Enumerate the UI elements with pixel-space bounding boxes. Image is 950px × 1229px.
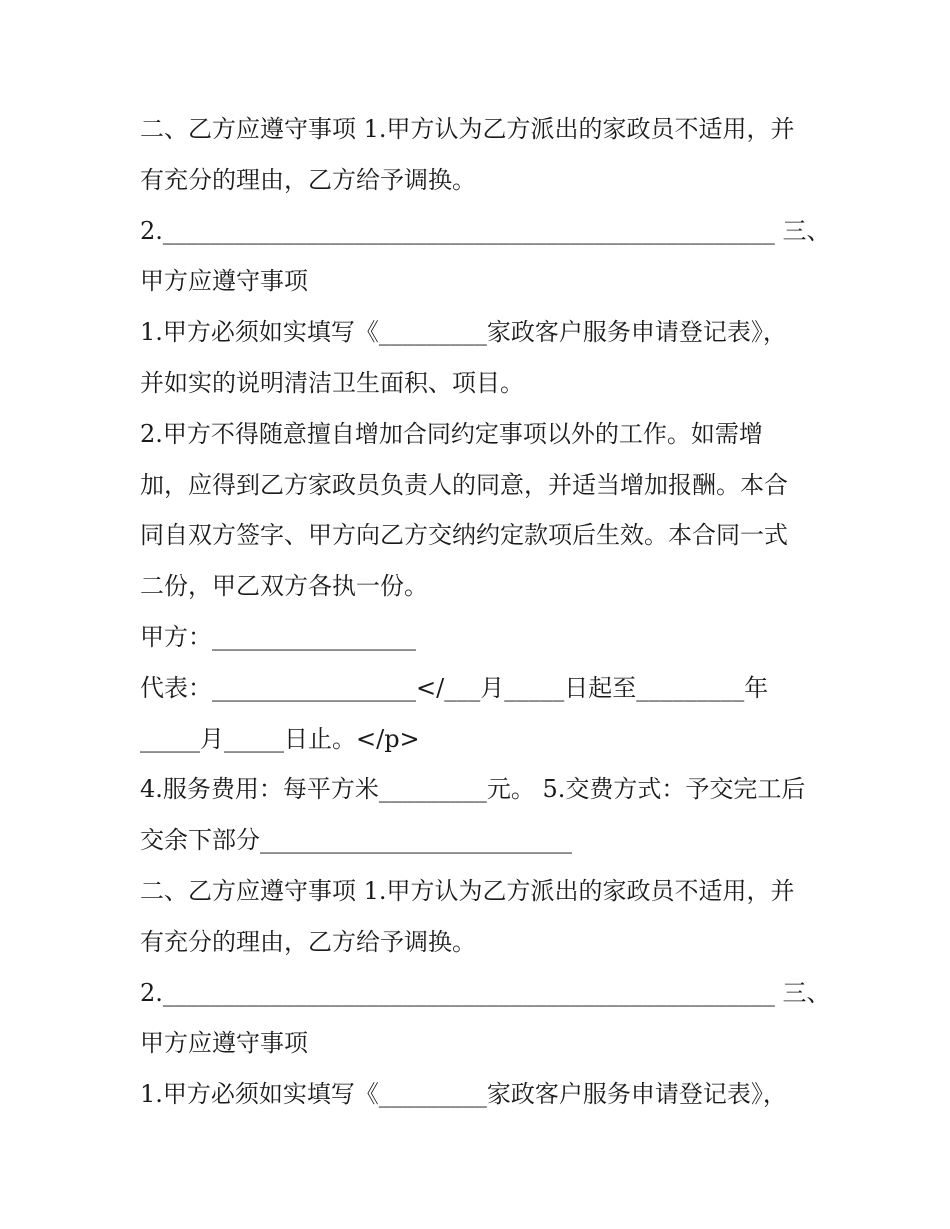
text-line: 交余下部分__________________________ [140,826,572,855]
text-line: 代表：_________________</___月_____日起至_________年 [140,673,769,702]
text-line: _____月_____日止。</p> [140,724,420,753]
text-line: 有充分的理由，乙方给予调换。 [140,927,476,956]
text-line: 2.___________________________________________________ 三、 [140,216,831,245]
text-line: 同自双方签字、甲方向乙方交纳约定款项后生效。本合同一式 [140,521,788,550]
text-line: 甲方应遵守事项 [140,1029,308,1058]
text-line: 1.甲方必须如实填写《_________家政客户服务申请登记表》， [140,318,787,347]
text-line: 二、乙方应遵守事项 1.甲方认为乙方派出的家政员不适用，并 [140,876,795,905]
text-line: 2.___________________________________________________ 三、 [140,978,831,1007]
text-line: 1.甲方必须如实填写《_________家政客户服务申请登记表》， [140,1080,787,1109]
text-line: 加，应得到乙方家政员负责人的同意，并适当增加报酬。本合 [140,470,788,499]
text-line: 二份，甲乙双方各执一份。 [140,572,428,601]
document-body [140,104,831,1120]
text-line: 4.服务费用：每平方米_________元。 5.交费方式：予交完工后 [140,775,806,804]
text-line: 有充分的理由，乙方给予调换。 [140,165,476,194]
text-line: 二、乙方应遵守事项 1.甲方认为乙方派出的家政员不适用，并 [140,115,795,143]
text-line: 并如实的说明清洁卫生面积、项目。 [140,368,524,397]
text-line: 甲方应遵守事项 [140,267,308,296]
text-line: 2.甲方不得随意擅自增加合同约定事项以外的工作。如需增 [140,419,763,448]
text-line: 甲方：_________________ [140,622,416,651]
